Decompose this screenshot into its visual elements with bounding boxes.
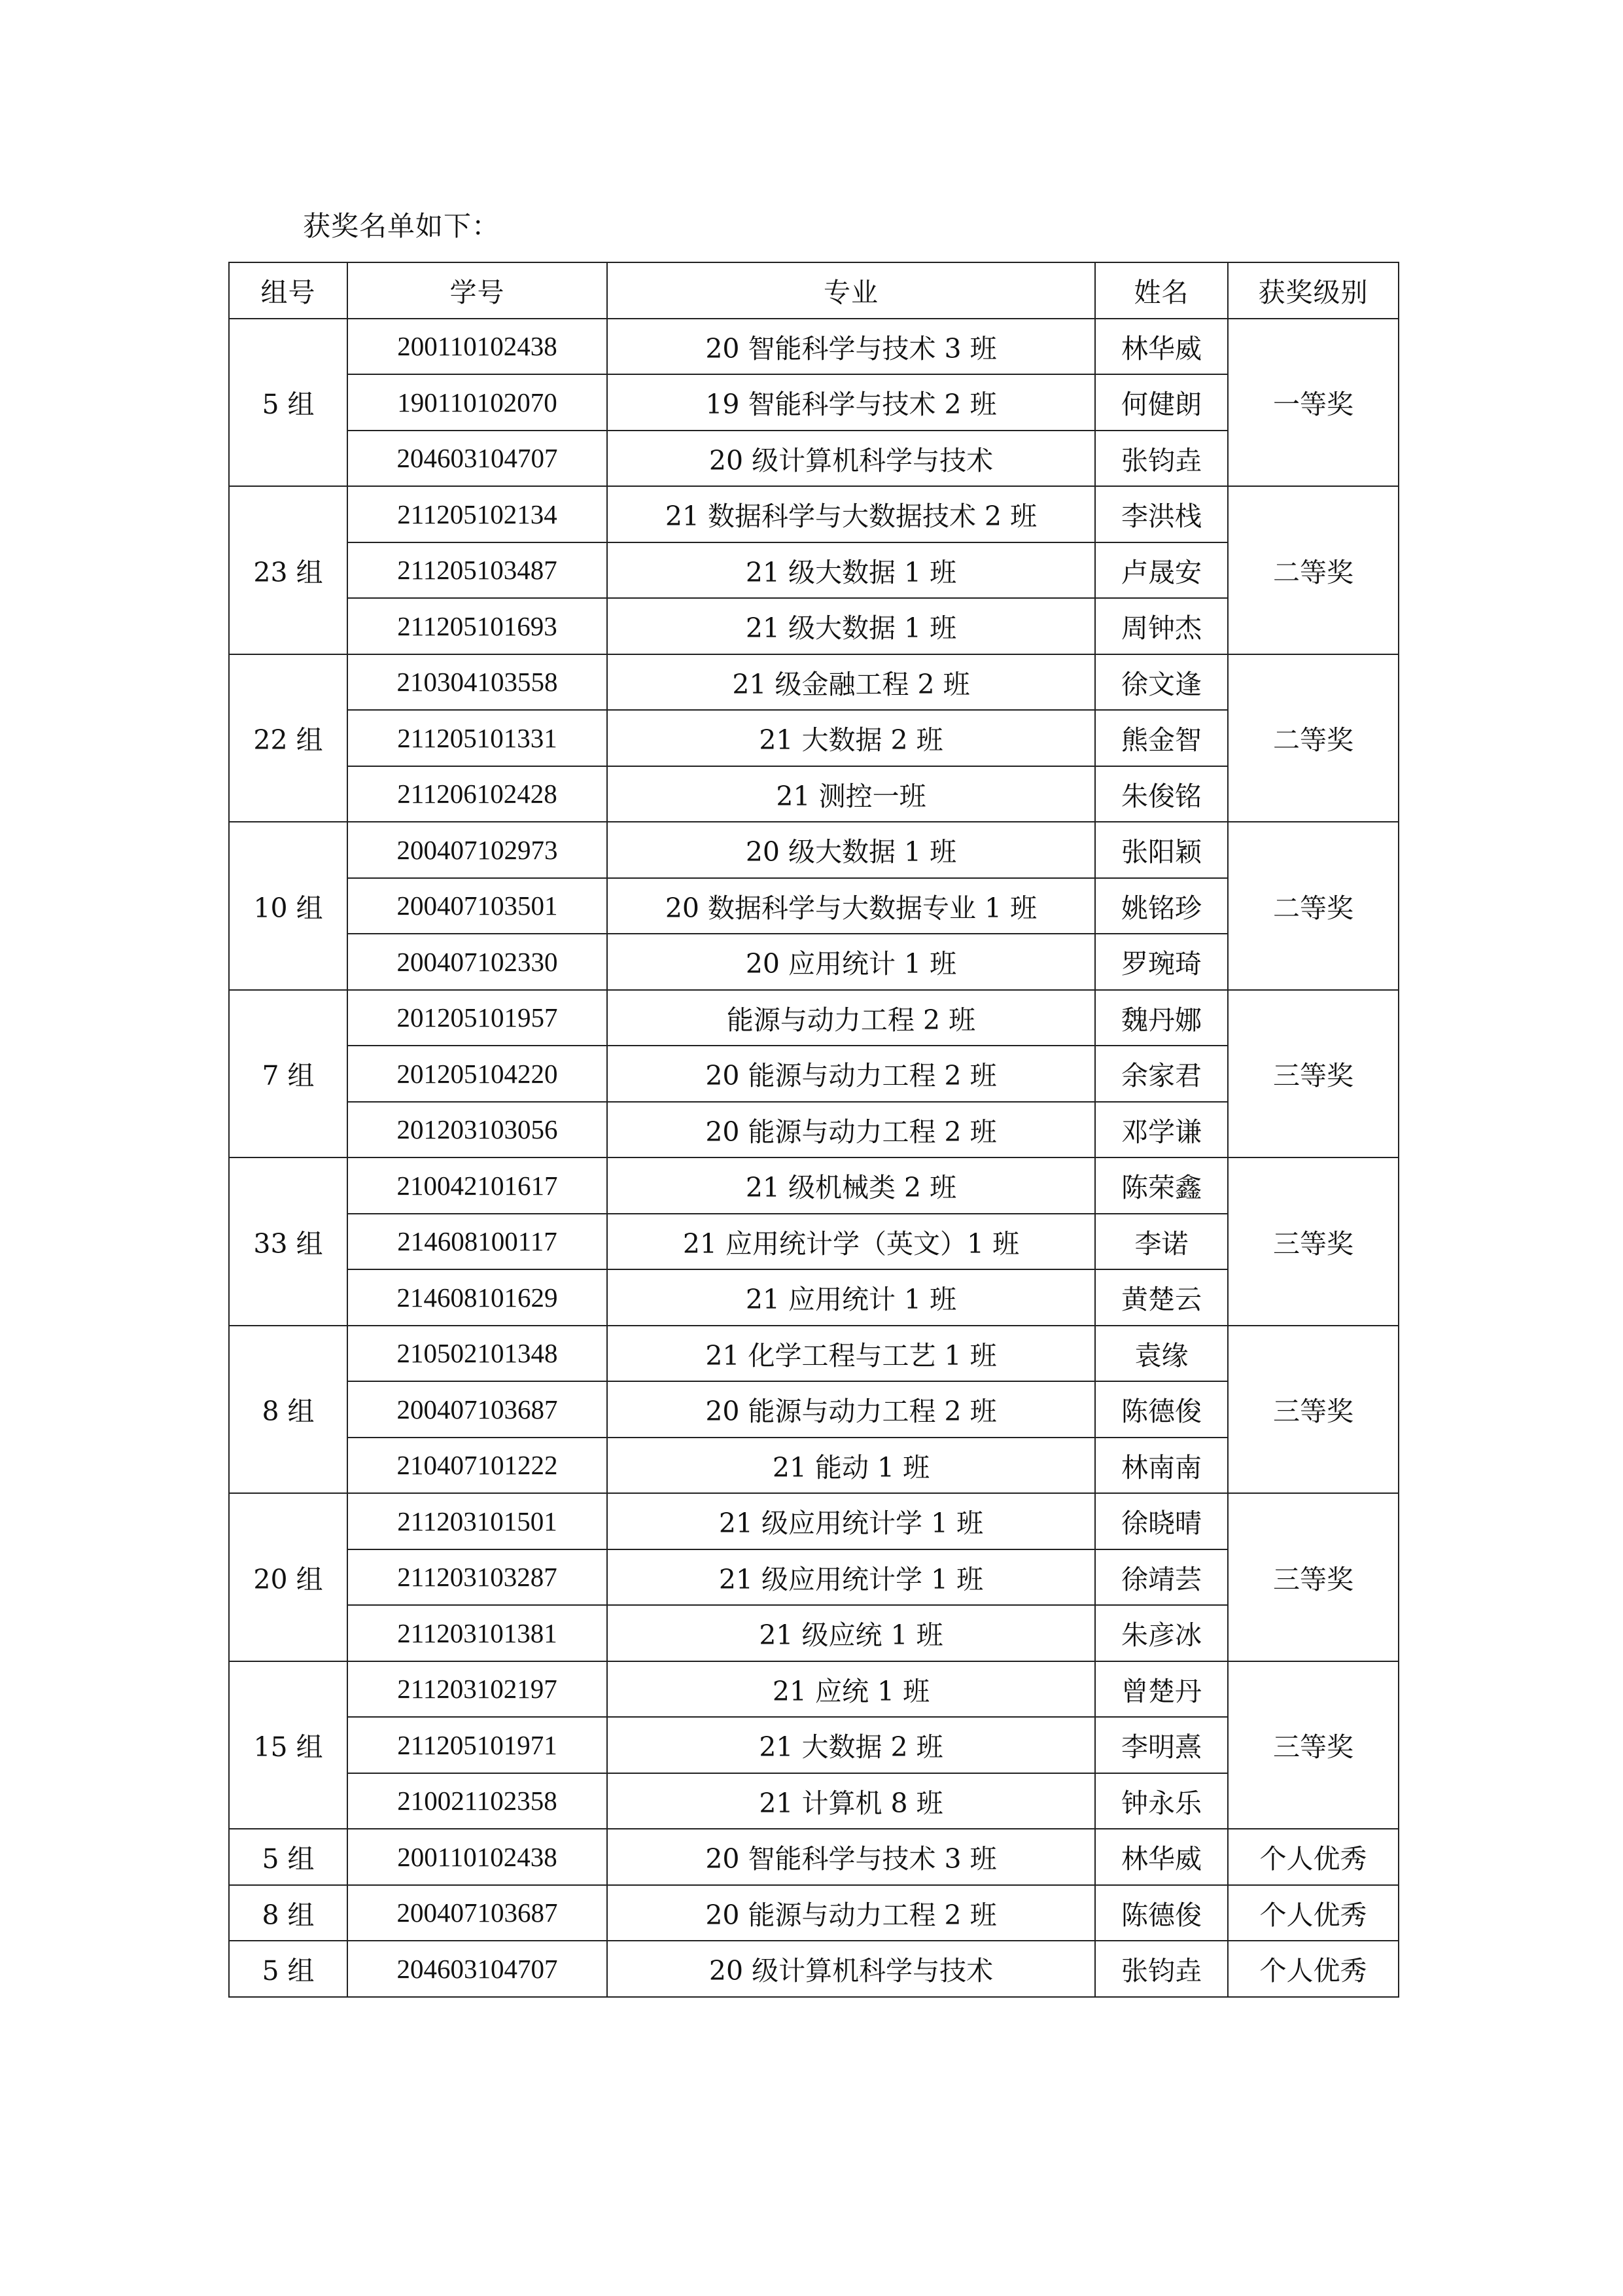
table-row [229, 1717, 1399, 1773]
table-row [229, 431, 1399, 487]
header-award: 获奖级别 [1228, 262, 1399, 319]
table-row [229, 598, 1399, 654]
award-cell: 二等奖 [1228, 486, 1399, 654]
table-row [229, 1661, 1399, 1718]
header-student-id: 学号 [347, 262, 607, 319]
major-cell: 20 级计算机科学与技术 [607, 431, 1095, 487]
name-cell: 李洪栈 [1095, 486, 1228, 542]
student-id-cell: 211203102197 [347, 1661, 607, 1718]
name-cell: 余家君 [1095, 1046, 1228, 1102]
group-cell: 5 组 [229, 319, 347, 487]
major-cell: 20 能源与动力工程 2 班 [607, 1381, 1095, 1438]
student-id-cell: 210407101222 [347, 1438, 607, 1494]
table-row [229, 1605, 1399, 1661]
header-name: 姓名 [1095, 262, 1228, 319]
major-cell: 20 级大数据 1 班 [607, 822, 1095, 878]
award-cell: 个人优秀 [1228, 1885, 1399, 1941]
name-cell: 钟永乐 [1095, 1773, 1228, 1829]
student-id-cell: 211205101971 [347, 1717, 607, 1773]
major-cell: 20 数据科学与大数据专业 1 班 [607, 878, 1095, 934]
table-row [229, 990, 1399, 1046]
name-cell: 黄楚云 [1095, 1269, 1228, 1326]
name-cell: 李诺 [1095, 1214, 1228, 1270]
name-cell: 袁缘 [1095, 1326, 1228, 1382]
major-cell: 20 能源与动力工程 2 班 [607, 1046, 1095, 1102]
table-row [229, 1493, 1399, 1549]
table-row [229, 766, 1399, 822]
major-cell: 21 级大数据 1 班 [607, 542, 1095, 599]
major-cell: 20 智能科学与技术 3 班 [607, 1829, 1095, 1885]
table-row [229, 374, 1399, 431]
major-cell: 21 级应统 1 班 [607, 1605, 1095, 1661]
student-id-cell: 211205101331 [347, 710, 607, 766]
name-cell: 熊金智 [1095, 710, 1228, 766]
awards-body [229, 319, 1399, 1997]
name-cell: 卢晟安 [1095, 542, 1228, 599]
table-row [229, 1773, 1399, 1829]
group-cell: 5 组 [229, 1829, 347, 1885]
group-cell: 33 组 [229, 1157, 347, 1326]
table-row [229, 1269, 1399, 1326]
student-id-cell: 200407102973 [347, 822, 607, 878]
name-cell: 何健朗 [1095, 374, 1228, 431]
student-id-cell: 190110102070 [347, 374, 607, 431]
name-cell: 陈荣鑫 [1095, 1157, 1228, 1214]
group-cell: 8 组 [229, 1326, 347, 1494]
student-id-cell: 200407103687 [347, 1885, 607, 1941]
table-row [229, 934, 1399, 990]
major-cell: 20 级计算机科学与技术 [607, 1941, 1095, 1997]
major-cell: 21 应用统计学（英文）1 班 [607, 1214, 1095, 1270]
student-id-cell: 210304103558 [347, 654, 607, 711]
major-cell: 能源与动力工程 2 班 [607, 990, 1095, 1046]
major-cell: 21 数据科学与大数据技术 2 班 [607, 486, 1095, 542]
award-cell: 三等奖 [1228, 1493, 1399, 1661]
table-row [229, 878, 1399, 934]
award-cell: 二等奖 [1228, 654, 1399, 822]
awards-table [228, 262, 1399, 1998]
group-cell: 22 组 [229, 654, 347, 822]
table-row [229, 1381, 1399, 1438]
table-row [229, 1885, 1399, 1941]
name-cell: 姚铭珍 [1095, 878, 1228, 934]
header-group: 组号 [229, 262, 347, 319]
award-cell: 三等奖 [1228, 1157, 1399, 1326]
student-id-cell: 211205103487 [347, 542, 607, 599]
name-cell: 罗琬琦 [1095, 934, 1228, 990]
name-cell: 李明熹 [1095, 1717, 1228, 1773]
name-cell: 曾楚丹 [1095, 1661, 1228, 1718]
student-id-cell: 200110102438 [347, 319, 607, 375]
major-cell: 21 测控一班 [607, 766, 1095, 822]
award-cell: 个人优秀 [1228, 1941, 1399, 1997]
table-row [229, 654, 1399, 711]
name-cell: 张钧垚 [1095, 1941, 1228, 1997]
student-id-cell: 211203101501 [347, 1493, 607, 1549]
name-cell: 林华威 [1095, 319, 1228, 375]
name-cell: 邓学谦 [1095, 1102, 1228, 1158]
major-cell: 20 智能科学与技术 3 班 [607, 319, 1095, 375]
major-cell: 21 计算机 8 班 [607, 1773, 1095, 1829]
name-cell: 周钟杰 [1095, 598, 1228, 654]
name-cell: 陈德俊 [1095, 1381, 1228, 1438]
award-cell: 三等奖 [1228, 990, 1399, 1158]
major-cell: 21 化学工程与工艺 1 班 [607, 1326, 1095, 1382]
table-row [229, 1102, 1399, 1158]
student-id-cell: 211205102134 [347, 486, 607, 542]
table-row [229, 1326, 1399, 1382]
name-cell: 张钧垚 [1095, 431, 1228, 487]
student-id-cell: 204603104707 [347, 431, 607, 487]
table-row [229, 1941, 1399, 1997]
major-cell: 21 级应用统计学 1 班 [607, 1549, 1095, 1606]
header-row [229, 262, 1399, 319]
group-cell: 8 组 [229, 1885, 347, 1941]
award-cell: 个人优秀 [1228, 1829, 1399, 1885]
group-cell: 23 组 [229, 486, 347, 654]
student-id-cell: 201205104220 [347, 1046, 607, 1102]
table-row [229, 1549, 1399, 1606]
student-id-cell: 211203103287 [347, 1549, 607, 1606]
major-cell: 21 级应用统计学 1 班 [607, 1493, 1095, 1549]
award-cell: 一等奖 [1228, 319, 1399, 487]
name-cell: 张阳颖 [1095, 822, 1228, 878]
student-id-cell: 210021102358 [347, 1773, 607, 1829]
major-cell: 21 应统 1 班 [607, 1661, 1095, 1718]
header-major: 专业 [607, 262, 1095, 319]
group-cell: 7 组 [229, 990, 347, 1158]
major-cell: 21 大数据 2 班 [607, 1717, 1095, 1773]
major-cell: 19 智能科学与技术 2 班 [607, 374, 1095, 431]
student-id-cell: 204603104707 [347, 1941, 607, 1997]
table-row [229, 1438, 1399, 1494]
group-cell: 20 组 [229, 1493, 347, 1661]
student-id-cell: 201203103056 [347, 1102, 607, 1158]
major-cell: 21 级大数据 1 班 [607, 598, 1095, 654]
major-cell: 21 级机械类 2 班 [607, 1157, 1095, 1214]
major-cell: 21 大数据 2 班 [607, 710, 1095, 766]
student-id-cell: 211206102428 [347, 766, 607, 822]
student-id-cell: 214608101629 [347, 1269, 607, 1326]
table-row [229, 486, 1399, 542]
student-id-cell: 210502101348 [347, 1326, 607, 1382]
table-row [229, 542, 1399, 599]
intro-text: 获奖名单如下： [303, 210, 500, 242]
major-cell: 20 能源与动力工程 2 班 [607, 1102, 1095, 1158]
major-cell: 21 能动 1 班 [607, 1438, 1095, 1494]
student-id-cell: 200110102438 [347, 1829, 607, 1885]
major-cell: 20 能源与动力工程 2 班 [607, 1885, 1095, 1941]
award-cell: 二等奖 [1228, 822, 1399, 990]
student-id-cell: 211203101381 [347, 1605, 607, 1661]
table-row [229, 1046, 1399, 1102]
group-cell: 5 组 [229, 1941, 347, 1997]
table-row [229, 1214, 1399, 1270]
table-row [229, 710, 1399, 766]
name-cell: 林南南 [1095, 1438, 1228, 1494]
award-cell: 三等奖 [1228, 1326, 1399, 1494]
table-row [229, 319, 1399, 375]
name-cell: 徐晓晴 [1095, 1493, 1228, 1549]
student-id-cell: 200407103687 [347, 1381, 607, 1438]
table-row [229, 1157, 1399, 1214]
award-cell: 三等奖 [1228, 1661, 1399, 1829]
name-cell: 魏丹娜 [1095, 990, 1228, 1046]
name-cell: 朱俊铭 [1095, 766, 1228, 822]
major-cell: 21 应用统计 1 班 [607, 1269, 1095, 1326]
name-cell: 林华威 [1095, 1829, 1228, 1885]
name-cell: 徐文逢 [1095, 654, 1228, 711]
student-id-cell: 214608100117 [347, 1214, 607, 1270]
major-cell: 20 应用统计 1 班 [607, 934, 1095, 990]
group-cell: 15 组 [229, 1661, 347, 1829]
student-id-cell: 200407102330 [347, 934, 607, 990]
group-cell: 10 组 [229, 822, 347, 990]
student-id-cell: 211205101693 [347, 598, 607, 654]
name-cell: 徐靖芸 [1095, 1549, 1228, 1606]
student-id-cell: 210042101617 [347, 1157, 607, 1214]
student-id-cell: 200407103501 [347, 878, 607, 934]
table-row [229, 1829, 1399, 1885]
table-row [229, 822, 1399, 878]
major-cell: 21 级金融工程 2 班 [607, 654, 1095, 711]
student-id-cell: 201205101957 [347, 990, 607, 1046]
name-cell: 朱彦冰 [1095, 1605, 1228, 1661]
name-cell: 陈德俊 [1095, 1885, 1228, 1941]
